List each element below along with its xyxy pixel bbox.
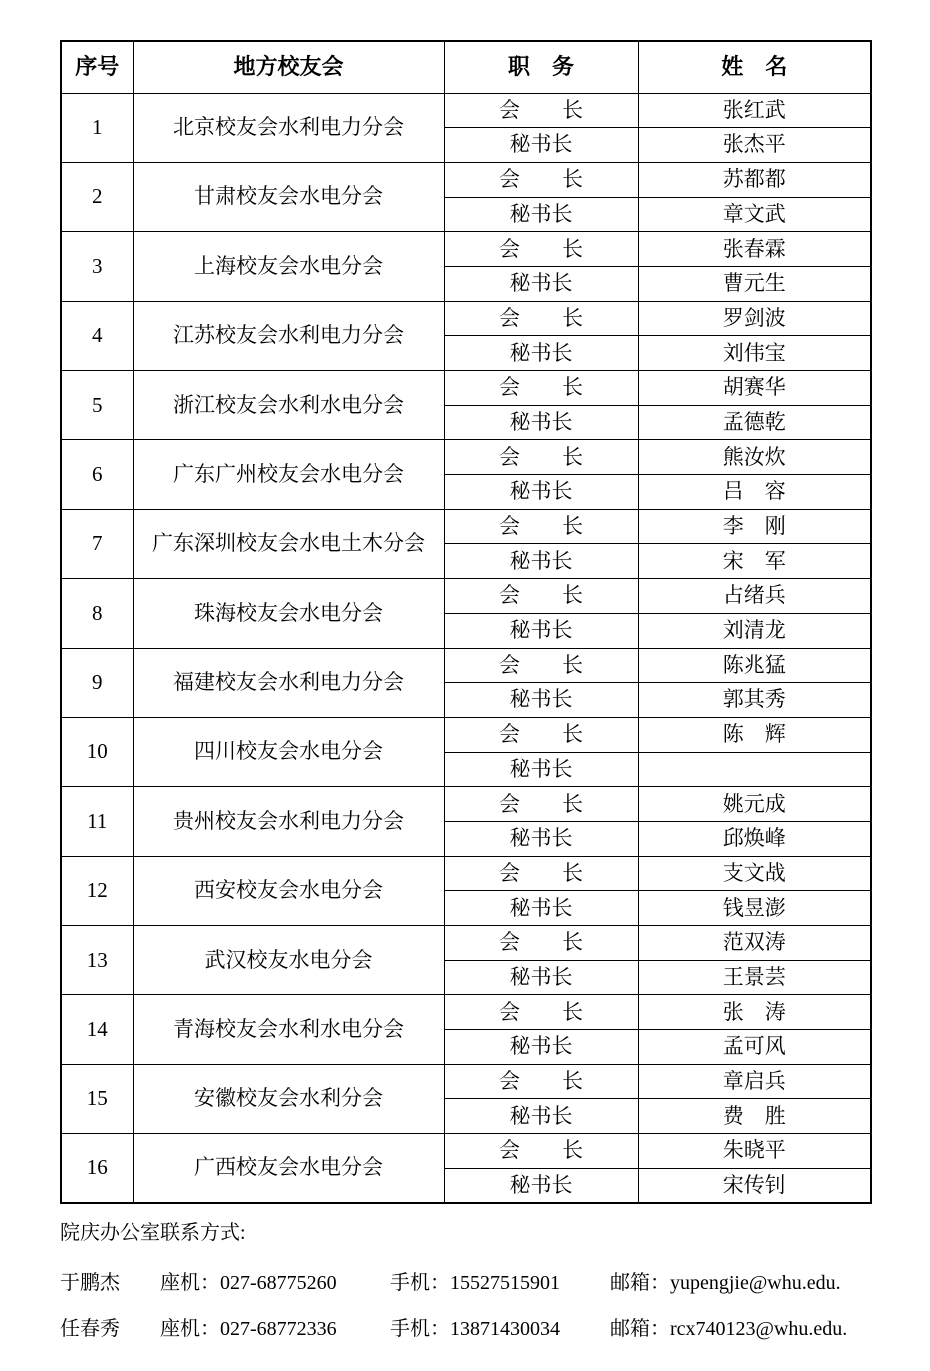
association-name: 广东深圳校友会水电土木分会 xyxy=(133,509,444,578)
secretary-name: 王景芸 xyxy=(638,960,871,995)
contact-row xyxy=(60,1258,930,1304)
row-number: 4 xyxy=(61,301,133,370)
position-label-president: 会 长 xyxy=(444,440,638,475)
president-name: 占绪兵 xyxy=(638,579,871,614)
president-name: 张 涛 xyxy=(638,995,871,1030)
secretary-name: 曹元生 xyxy=(638,266,871,301)
email-address: yupengjie@whu.edu. xyxy=(670,1272,841,1294)
alumni-table xyxy=(60,40,872,1204)
table-row xyxy=(61,1134,871,1169)
row-number: 9 xyxy=(61,648,133,717)
email-label: 邮箱： xyxy=(610,1272,670,1294)
header-index: 序号 xyxy=(61,41,133,93)
email-label: 邮箱： xyxy=(610,1318,670,1340)
header-name: 姓 名 xyxy=(638,41,871,93)
association-name: 甘肃校友会水电分会 xyxy=(133,162,444,231)
president-name: 支文战 xyxy=(638,856,871,891)
contact-name: 任春秀 xyxy=(60,1318,120,1340)
table-header-row xyxy=(61,41,871,93)
header-association: 地方校友会 xyxy=(133,41,444,93)
position-label-secretary: 秘书长 xyxy=(444,891,638,926)
secretary-name: 宋 军 xyxy=(638,544,871,579)
mobile-label: 手机： xyxy=(390,1318,450,1340)
contact-row xyxy=(60,1304,930,1350)
row-number: 7 xyxy=(61,509,133,578)
position-label-president: 会 长 xyxy=(444,995,638,1030)
association-name: 福建校友会水利电力分会 xyxy=(133,648,444,717)
association-name: 上海校友会水电分会 xyxy=(133,232,444,301)
position-label-president: 会 长 xyxy=(444,93,638,128)
position-label-president: 会 长 xyxy=(444,301,638,336)
position-label-secretary: 秘书长 xyxy=(444,128,638,163)
secretary-name: 刘清龙 xyxy=(638,613,871,648)
email-address: rcx740123@whu.edu. xyxy=(670,1318,848,1340)
position-label-secretary: 秘书长 xyxy=(444,336,638,371)
association-name: 武汉校友水电分会 xyxy=(133,926,444,995)
table-row xyxy=(61,856,871,891)
row-number: 15 xyxy=(61,1064,133,1133)
header-position: 职 务 xyxy=(444,41,638,93)
association-name: 四川校友会水电分会 xyxy=(133,717,444,786)
table-row xyxy=(61,162,871,197)
landline-label: 座机： xyxy=(160,1272,220,1294)
secretary-name: 刘伟宝 xyxy=(638,336,871,371)
landline-label: 座机： xyxy=(160,1318,220,1340)
landline-number: 027-68772336 xyxy=(220,1318,337,1340)
president-name: 罗剑波 xyxy=(638,301,871,336)
position-label-secretary: 秘书长 xyxy=(444,821,638,856)
president-name: 张春霖 xyxy=(638,232,871,267)
president-name: 苏都都 xyxy=(638,162,871,197)
row-number: 16 xyxy=(61,1134,133,1203)
contact-mobile xyxy=(390,1312,560,1341)
secretary-name: 宋传钊 xyxy=(638,1168,871,1203)
position-label-president: 会 长 xyxy=(444,232,638,267)
contact-mobile xyxy=(390,1266,560,1295)
position-label-president: 会 长 xyxy=(444,371,638,406)
position-label-secretary: 秘书长 xyxy=(444,197,638,232)
table-row xyxy=(61,440,871,475)
row-number: 12 xyxy=(61,856,133,925)
row-number: 3 xyxy=(61,232,133,301)
secretary-name: 钱昱澎 xyxy=(638,891,871,926)
row-number: 14 xyxy=(61,995,133,1064)
contact-landline xyxy=(160,1266,337,1295)
association-name: 广西校友会水电分会 xyxy=(133,1134,444,1203)
table-row xyxy=(61,717,871,752)
secretary-name: 孟可风 xyxy=(638,1030,871,1065)
association-name: 珠海校友会水电分会 xyxy=(133,579,444,648)
position-label-secretary: 秘书长 xyxy=(444,1099,638,1134)
secretary-name: 吕 容 xyxy=(638,475,871,510)
association-name: 安徽校友会水利分会 xyxy=(133,1064,444,1133)
position-label-president: 会 长 xyxy=(444,509,638,544)
president-name: 章启兵 xyxy=(638,1064,871,1099)
position-label-secretary: 秘书长 xyxy=(444,1168,638,1203)
row-number: 1 xyxy=(61,93,133,162)
secretary-name: 郭其秀 xyxy=(638,683,871,718)
association-name: 贵州校友会水利电力分会 xyxy=(133,787,444,856)
association-name: 青海校友会水利水电分会 xyxy=(133,995,444,1064)
table-row xyxy=(61,787,871,822)
row-number: 5 xyxy=(61,371,133,440)
position-label-president: 会 长 xyxy=(444,579,638,614)
table-row xyxy=(61,509,871,544)
president-name: 姚元成 xyxy=(638,787,871,822)
president-name: 李 刚 xyxy=(638,509,871,544)
president-name: 熊汝炊 xyxy=(638,440,871,475)
contact-email xyxy=(610,1312,847,1341)
association-name: 江苏校友会水利电力分会 xyxy=(133,301,444,370)
association-name: 西安校友会水电分会 xyxy=(133,856,444,925)
table-row xyxy=(61,93,871,128)
president-name: 陈兆猛 xyxy=(638,648,871,683)
position-label-secretary: 秘书长 xyxy=(444,544,638,579)
position-label-secretary: 秘书长 xyxy=(444,683,638,718)
mobile-number: 13871430034 xyxy=(450,1318,560,1340)
landline-number: 027-68775260 xyxy=(220,1272,337,1294)
position-label-president: 会 长 xyxy=(444,787,638,822)
secretary-name xyxy=(638,752,871,787)
position-label-president: 会 长 xyxy=(444,1064,638,1099)
contact-list xyxy=(60,1258,930,1350)
position-label-secretary: 秘书长 xyxy=(444,475,638,510)
row-number: 11 xyxy=(61,787,133,856)
position-label-secretary: 秘书长 xyxy=(444,266,638,301)
secretary-name: 邱焕峰 xyxy=(638,821,871,856)
row-number: 10 xyxy=(61,717,133,786)
contact-section-title: 院庆办公室联系方式: xyxy=(60,1222,246,1244)
table-row xyxy=(61,371,871,406)
table-row xyxy=(61,301,871,336)
mobile-label: 手机： xyxy=(390,1272,450,1294)
contact-email xyxy=(610,1266,841,1295)
president-name: 陈 辉 xyxy=(638,717,871,752)
row-number: 8 xyxy=(61,579,133,648)
position-label-secretary: 秘书长 xyxy=(444,960,638,995)
secretary-name: 费 胜 xyxy=(638,1099,871,1134)
position-label-president: 会 长 xyxy=(444,856,638,891)
row-number: 6 xyxy=(61,440,133,509)
position-label-president: 会 长 xyxy=(444,162,638,197)
president-name: 范双涛 xyxy=(638,926,871,961)
president-name: 胡赛华 xyxy=(638,371,871,406)
row-number: 2 xyxy=(61,162,133,231)
contact-name: 于鹏杰 xyxy=(60,1272,120,1294)
position-label-secretary: 秘书长 xyxy=(444,613,638,648)
position-label-president: 会 长 xyxy=(444,926,638,961)
mobile-number: 15527515901 xyxy=(450,1272,560,1294)
secretary-name: 章文武 xyxy=(638,197,871,232)
position-label-president: 会 长 xyxy=(444,717,638,752)
position-label-secretary: 秘书长 xyxy=(444,1030,638,1065)
table-row xyxy=(61,995,871,1030)
contact-landline xyxy=(160,1312,337,1341)
association-name: 浙江校友会水利水电分会 xyxy=(133,371,444,440)
position-label-president: 会 长 xyxy=(444,648,638,683)
president-name: 朱晓平 xyxy=(638,1134,871,1169)
position-label-secretary: 秘书长 xyxy=(444,405,638,440)
secretary-name: 孟德乾 xyxy=(638,405,871,440)
table-row xyxy=(61,1064,871,1099)
table-row xyxy=(61,926,871,961)
association-name: 广东广州校友会水电分会 xyxy=(133,440,444,509)
position-label-president: 会 长 xyxy=(444,1134,638,1169)
association-name: 北京校友会水利电力分会 xyxy=(133,93,444,162)
row-number: 13 xyxy=(61,926,133,995)
table-row xyxy=(61,232,871,267)
table-row xyxy=(61,579,871,614)
position-label-secretary: 秘书长 xyxy=(444,752,638,787)
president-name: 张红武 xyxy=(638,93,871,128)
secretary-name: 张杰平 xyxy=(638,128,871,163)
table-row xyxy=(61,648,871,683)
